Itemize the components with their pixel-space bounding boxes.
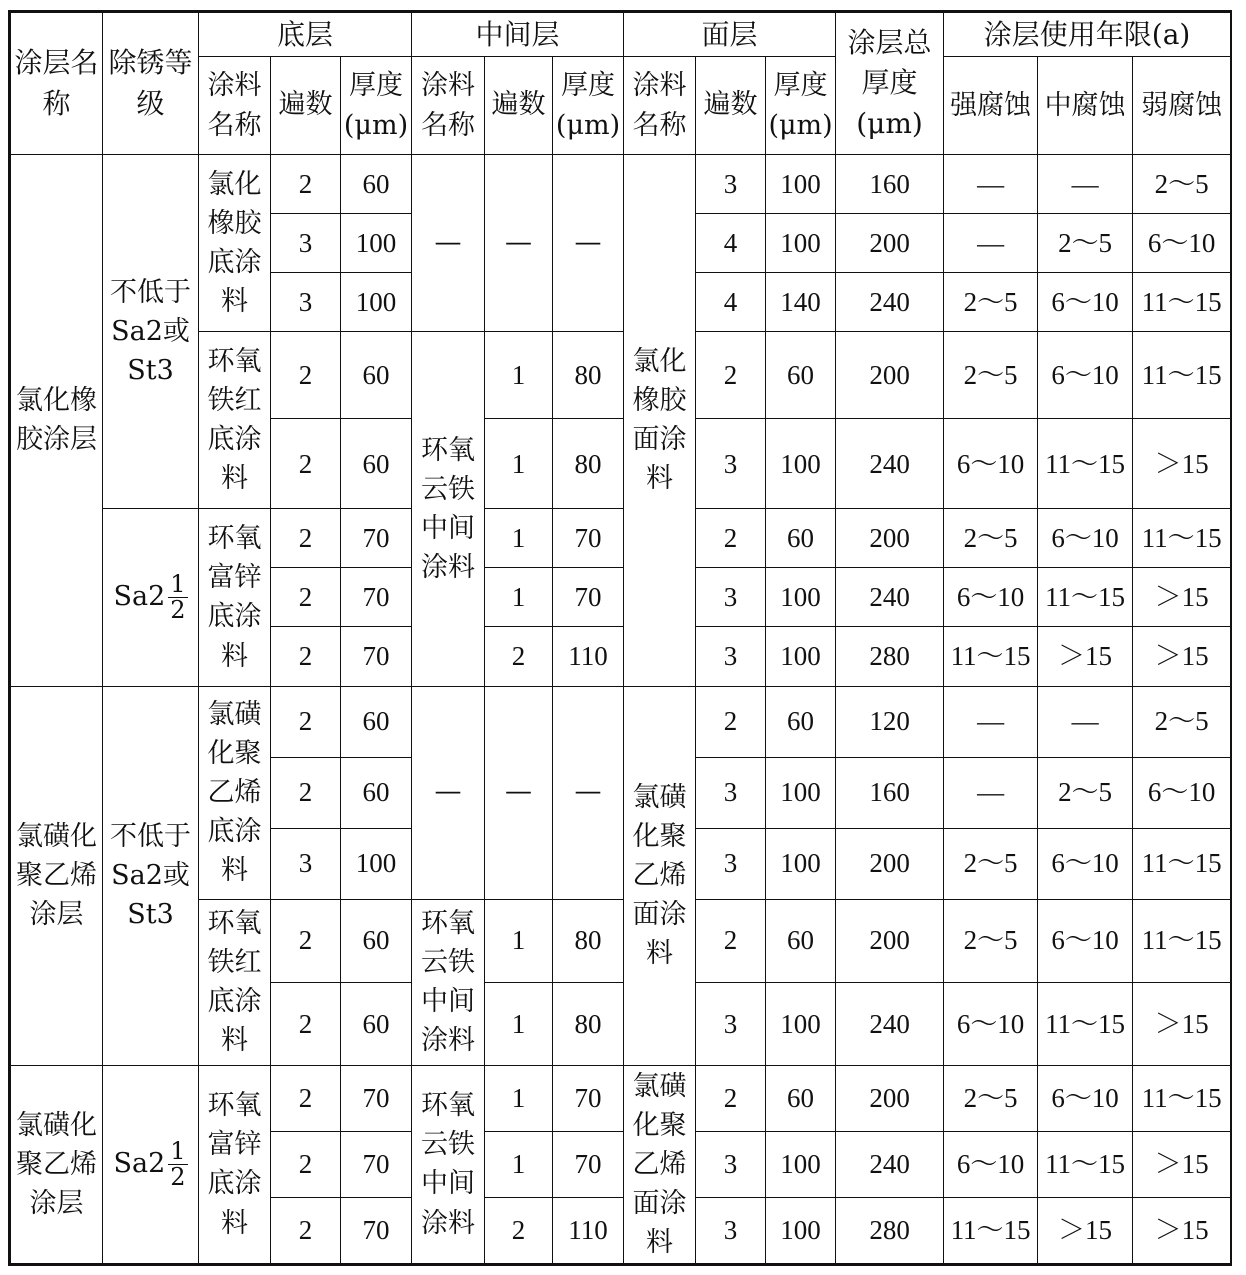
base-paint-cell: 环氧铁红底涂料: [199, 899, 271, 1065]
top-thickness-cell: 100: [766, 419, 836, 509]
strong-life-cell: 11～15: [944, 627, 1038, 686]
base-thickness-cell: 60: [341, 332, 412, 419]
base-coats-cell: 2: [271, 899, 341, 982]
top-coats-cell: 2: [696, 686, 766, 757]
mid-coats-cell: 1: [485, 568, 553, 627]
base-coats-cell: 2: [271, 509, 341, 568]
mid-paint-cell: —: [412, 686, 485, 899]
medium-life-cell: 11～15: [1038, 1131, 1133, 1197]
top-coats-cell: 4: [696, 214, 766, 273]
top-thickness-cell: 60: [766, 332, 836, 419]
weak-life-cell: 2～5: [1133, 686, 1231, 757]
header-base-layer: 底层: [199, 13, 412, 57]
top-paint-cell: 氯化橡胶面涂料: [624, 155, 696, 686]
mid-coats-cell: 1: [485, 899, 553, 982]
top-coats-cell: 2: [696, 509, 766, 568]
top-coats-cell: 3: [696, 828, 766, 899]
header-mid-coats: 遍数: [485, 57, 553, 155]
header-rust-grade: 除锈等级: [103, 13, 199, 155]
total-thickness-cell: 120: [836, 686, 944, 757]
medium-life-cell: 2～5: [1038, 757, 1133, 828]
top-thickness-cell: 100: [766, 568, 836, 627]
base-thickness-cell: 60: [341, 686, 412, 757]
medium-life-cell: ＞15: [1038, 627, 1133, 686]
mid-thickness-cell: 70: [553, 1065, 624, 1131]
fraction-denominator: 2: [170, 1162, 186, 1191]
top-thickness-cell: 100: [766, 982, 836, 1065]
mid-thickness-cell: 110: [553, 1197, 624, 1263]
total-thickness-cell: 280: [836, 627, 944, 686]
top-thickness-cell: 100: [766, 155, 836, 214]
base-thickness-cell: 100: [341, 214, 412, 273]
mid-paint-cell: 环氧云铁中间涂料: [412, 1065, 485, 1263]
mid-coats-cell: 2: [485, 627, 553, 686]
top-coats-cell: 2: [696, 332, 766, 419]
top-coats-cell: 2: [696, 1065, 766, 1131]
base-paint-cell: 氯磺化聚乙烯底涂料: [199, 686, 271, 899]
total-thickness-cell: 200: [836, 899, 944, 982]
top-coats-cell: 2: [696, 899, 766, 982]
total-thickness-cell: 240: [836, 982, 944, 1065]
rust-grade-cell: [103, 509, 199, 686]
base-thickness-cell: 70: [341, 1131, 412, 1197]
top-thickness-cell: 60: [766, 509, 836, 568]
weak-life-cell: ＞15: [1133, 1131, 1231, 1197]
coating-name-cell: 氯化橡胶涂层: [11, 155, 103, 686]
top-thickness-cell: 140: [766, 273, 836, 332]
base-coats-cell: 2: [271, 155, 341, 214]
mid-paint-cell: 环氧云铁中间涂料: [412, 899, 485, 1065]
weak-life-cell: 6～10: [1133, 214, 1231, 273]
total-thickness-cell: 200: [836, 509, 944, 568]
weak-life-cell: 11～15: [1133, 828, 1231, 899]
base-thickness-cell: 70: [341, 627, 412, 686]
base-coats-cell: 2: [271, 1131, 341, 1197]
mid-coats-cell: 1: [485, 509, 553, 568]
base-thickness-cell: 60: [341, 155, 412, 214]
mid-coats-cell: 1: [485, 332, 553, 419]
header-strong-corrosion: 强腐蚀: [944, 57, 1038, 155]
base-paint-cell: 环氧富锌底涂料: [199, 509, 271, 686]
top-thickness-cell: 100: [766, 828, 836, 899]
top-coats-cell: 4: [696, 273, 766, 332]
medium-life-cell: ＞15: [1038, 1197, 1133, 1263]
base-coats-cell: 2: [271, 757, 341, 828]
mid-coats-cell: 2: [485, 1197, 553, 1263]
weak-life-cell: 11～15: [1133, 899, 1231, 982]
base-thickness-cell: 70: [341, 568, 412, 627]
mid-coats-cell: 1: [485, 982, 553, 1065]
mid-coats-cell: —: [485, 155, 553, 332]
total-thickness-cell: 280: [836, 1197, 944, 1263]
weak-life-cell: 11～15: [1133, 273, 1231, 332]
top-coats-cell: 3: [696, 419, 766, 509]
table-row: [11, 509, 1231, 568]
header-mid-paint-name: 涂料名称: [412, 57, 485, 155]
header-service-life: 涂层使用年限(a): [944, 13, 1231, 57]
top-thickness-cell: 100: [766, 1131, 836, 1197]
header-coating-name: 涂层名称: [11, 13, 103, 155]
base-thickness-cell: 100: [341, 273, 412, 332]
total-thickness-cell: 240: [836, 1131, 944, 1197]
coating-spec-table-frame: [8, 10, 1232, 1266]
total-thickness-cell: 240: [836, 273, 944, 332]
fraction-numerator: 1: [170, 569, 186, 598]
base-thickness-cell: 70: [341, 509, 412, 568]
weak-life-cell: ＞15: [1133, 627, 1231, 686]
base-coats-cell: 2: [271, 627, 341, 686]
mid-coats-cell: 1: [485, 1131, 553, 1197]
mid-thickness-cell: 80: [553, 419, 624, 509]
strong-life-cell: 2～5: [944, 828, 1038, 899]
medium-life-cell: 6～10: [1038, 509, 1133, 568]
mid-thickness-cell: 80: [553, 332, 624, 419]
top-thickness-cell: 100: [766, 627, 836, 686]
strong-life-cell: 2～5: [944, 1065, 1038, 1131]
base-coats-cell: 2: [271, 419, 341, 509]
mid-paint-cell: —: [412, 155, 485, 332]
total-thickness-cell: 240: [836, 419, 944, 509]
mid-coats-cell: —: [485, 686, 553, 899]
rust-grade-cell: 不低于Sa2或St3: [103, 155, 199, 509]
top-paint-cell: 氯磺化聚乙烯面涂料: [624, 686, 696, 1065]
weak-life-cell: ＞15: [1133, 982, 1231, 1065]
total-thickness-cell: 160: [836, 757, 944, 828]
strong-life-cell: —: [944, 686, 1038, 757]
medium-life-cell: 11～15: [1038, 568, 1133, 627]
mid-thickness-cell: —: [553, 155, 624, 332]
total-thickness-cell: 240: [836, 568, 944, 627]
top-coats-cell: 3: [696, 568, 766, 627]
base-thickness-cell: 70: [341, 1197, 412, 1263]
strong-life-cell: 2～5: [944, 332, 1038, 419]
weak-life-cell: 11～15: [1133, 509, 1231, 568]
strong-life-cell: —: [944, 757, 1038, 828]
weak-life-cell: 11～15: [1133, 1065, 1231, 1131]
medium-life-cell: 6～10: [1038, 899, 1133, 982]
total-thickness-cell: 200: [836, 332, 944, 419]
medium-life-cell: —: [1038, 155, 1133, 214]
base-thickness-cell: 60: [341, 419, 412, 509]
total-thickness-cell: 200: [836, 214, 944, 273]
medium-life-cell: 6～10: [1038, 828, 1133, 899]
coating-name-cell: 氯磺化聚乙烯涂层: [11, 686, 103, 1065]
base-paint-cell: 氯化橡胶底涂料: [199, 155, 271, 332]
header-top-layer: 面层: [624, 13, 836, 57]
top-coats-cell: 3: [696, 982, 766, 1065]
weak-life-cell: ＞15: [1133, 568, 1231, 627]
base-coats-cell: 3: [271, 214, 341, 273]
header-mid-layer: 中间层: [412, 13, 624, 57]
strong-life-cell: 2～5: [944, 273, 1038, 332]
base-thickness-cell: 70: [341, 1065, 412, 1131]
header-base-paint-name: 涂料名称: [199, 57, 271, 155]
base-coats-cell: 3: [271, 828, 341, 899]
header-base-coats: 遍数: [271, 57, 341, 155]
weak-life-cell: 2～5: [1133, 155, 1231, 214]
rust-grade-prefix: Sa2: [113, 1147, 166, 1179]
strong-life-cell: —: [944, 155, 1038, 214]
rust-grade-cell: 不低于Sa2或St3: [103, 686, 199, 1065]
mid-thickness-cell: 70: [553, 1131, 624, 1197]
base-thickness-cell: 60: [341, 899, 412, 982]
base-coats-cell: 3: [271, 273, 341, 332]
weak-life-cell: 11～15: [1133, 332, 1231, 419]
base-paint-cell: 环氧铁红底涂料: [199, 332, 271, 509]
base-coats-cell: 2: [271, 686, 341, 757]
mid-paint-cell: 环氧云铁中间涂料: [412, 332, 485, 686]
fraction-denominator: 2: [170, 595, 186, 624]
weak-life-cell: ＞15: [1133, 1197, 1231, 1263]
mid-thickness-cell: 70: [553, 568, 624, 627]
weak-life-cell: ＞15: [1133, 419, 1231, 509]
mid-thickness-cell: —: [553, 686, 624, 899]
header-top-coats: 遍数: [696, 57, 766, 155]
base-coats-cell: 2: [271, 568, 341, 627]
base-coats-cell: 2: [271, 1065, 341, 1131]
mid-thickness-cell: 80: [553, 982, 624, 1065]
top-coats-cell: 3: [696, 1197, 766, 1263]
header-base-thickness: 厚度(μm): [341, 57, 412, 155]
base-thickness-cell: 100: [341, 828, 412, 899]
base-paint-cell: 环氧富锌底涂料: [199, 1065, 271, 1263]
top-thickness-cell: 100: [766, 214, 836, 273]
strong-life-cell: 6～10: [944, 419, 1038, 509]
strong-life-cell: 6～10: [944, 1131, 1038, 1197]
header-mid-thickness: 厚度(μm): [553, 57, 624, 155]
header-medium-corrosion: 中腐蚀: [1038, 57, 1133, 155]
coating-name-cell: 氯磺化聚乙烯涂层: [11, 1065, 103, 1263]
top-thickness-cell: 60: [766, 1065, 836, 1131]
medium-life-cell: —: [1038, 686, 1133, 757]
rust-grade-cell: [103, 1065, 199, 1263]
top-coats-cell: 3: [696, 1131, 766, 1197]
table-row: [11, 1065, 1231, 1131]
top-thickness-cell: 60: [766, 686, 836, 757]
medium-life-cell: 11～15: [1038, 419, 1133, 509]
base-coats-cell: 2: [271, 982, 341, 1065]
top-thickness-cell: 100: [766, 757, 836, 828]
header-total-thickness: 涂层总厚度(μm): [836, 13, 944, 155]
header-top-paint-name: 涂料名称: [624, 57, 696, 155]
total-thickness-cell: 200: [836, 828, 944, 899]
strong-life-cell: 2～5: [944, 899, 1038, 982]
medium-life-cell: 11～15: [1038, 982, 1133, 1065]
base-thickness-cell: 60: [341, 982, 412, 1065]
strong-life-cell: —: [944, 214, 1038, 273]
mid-thickness-cell: 70: [553, 509, 624, 568]
medium-life-cell: 6～10: [1038, 332, 1133, 419]
strong-life-cell: 11～15: [944, 1197, 1038, 1263]
header-top-thickness: 厚度(μm): [766, 57, 836, 155]
top-thickness-cell: 60: [766, 899, 836, 982]
fraction-numerator: 1: [170, 1136, 186, 1165]
top-coats-cell: 3: [696, 757, 766, 828]
header-weak-corrosion: 弱腐蚀: [1133, 57, 1231, 155]
strong-life-cell: 6～10: [944, 982, 1038, 1065]
top-thickness-cell: 100: [766, 1197, 836, 1263]
top-coats-cell: 3: [696, 627, 766, 686]
weak-life-cell: 6～10: [1133, 757, 1231, 828]
strong-life-cell: 2～5: [944, 509, 1038, 568]
base-thickness-cell: 60: [341, 757, 412, 828]
rust-grade-prefix: Sa2: [113, 580, 166, 612]
top-paint-cell: 氯磺化聚乙烯面涂料: [624, 1065, 696, 1263]
medium-life-cell: 2～5: [1038, 214, 1133, 273]
medium-life-cell: 6～10: [1038, 273, 1133, 332]
base-coats-cell: 2: [271, 332, 341, 419]
rust-grade-fraction: [168, 1136, 187, 1191]
base-coats-cell: 2: [271, 1197, 341, 1263]
strong-life-cell: 6～10: [944, 568, 1038, 627]
mid-thickness-cell: 80: [553, 899, 624, 982]
coating-spec-table: [10, 12, 1231, 1264]
mid-thickness-cell: 110: [553, 627, 624, 686]
medium-life-cell: 6～10: [1038, 1065, 1133, 1131]
total-thickness-cell: 200: [836, 1065, 944, 1131]
table-row: [11, 155, 1231, 214]
table-row: [11, 686, 1231, 757]
rust-grade-fraction: [168, 569, 187, 624]
mid-coats-cell: 1: [485, 419, 553, 509]
total-thickness-cell: 160: [836, 155, 944, 214]
mid-coats-cell: 1: [485, 1065, 553, 1131]
top-coats-cell: 3: [696, 155, 766, 214]
